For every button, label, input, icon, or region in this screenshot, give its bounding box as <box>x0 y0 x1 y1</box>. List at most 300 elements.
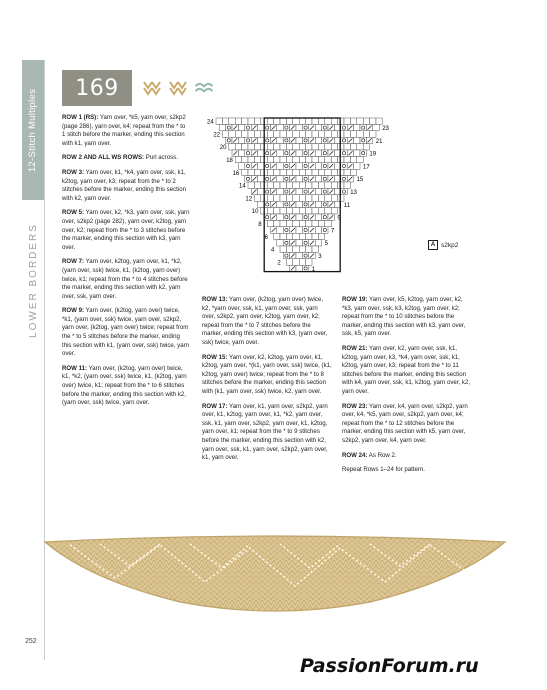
chart-cell <box>296 227 302 233</box>
chart-cell <box>325 118 331 124</box>
chart-cell <box>318 156 324 162</box>
chart-cell <box>331 169 337 175</box>
row-label: ROW 1 (RS): <box>62 114 99 121</box>
chart-cell <box>302 137 308 143</box>
pattern-number: 169 <box>62 70 132 106</box>
chart-cell <box>312 195 318 201</box>
chart-cell <box>267 169 273 175</box>
chart-cell <box>280 144 286 150</box>
chart-cell <box>315 124 321 130</box>
instruction-row <box>62 365 190 408</box>
chart-cell <box>360 137 366 143</box>
chart-cell <box>296 163 302 169</box>
chart-cell <box>286 195 292 201</box>
chart-cell <box>344 156 350 162</box>
chart-cell <box>302 188 308 194</box>
chart-cell <box>274 144 280 150</box>
chart-cell <box>267 118 273 124</box>
chart-cell <box>242 118 248 124</box>
chart-cell <box>280 233 286 239</box>
chart-row-label: 16 <box>232 170 240 177</box>
chart-row-label: 21 <box>375 138 383 145</box>
chart-cell <box>229 144 235 150</box>
chart-cell <box>280 169 286 175</box>
chart-cell <box>264 188 270 194</box>
row-text: Purl across. <box>145 154 178 162</box>
instruction-row <box>202 403 332 463</box>
chart-cell <box>238 150 244 156</box>
chart-cell <box>222 118 228 124</box>
chart-cell <box>229 131 235 137</box>
instruction-row <box>62 258 190 301</box>
chart-cell <box>277 201 283 207</box>
chart-cell <box>322 137 328 143</box>
chart-cell <box>258 188 264 194</box>
chart-row-label: 23 <box>382 126 389 132</box>
chart-cell <box>242 131 248 137</box>
chart-cell <box>312 156 318 162</box>
row-label: ROW 19: <box>342 296 368 303</box>
chart-cell <box>315 214 321 220</box>
chart-cell <box>318 144 324 150</box>
chart-cell <box>245 150 251 156</box>
chart-cell <box>354 124 360 130</box>
chart-cell <box>299 156 305 162</box>
chart-cell <box>235 131 241 137</box>
chart-cell <box>318 195 324 201</box>
chart-cell <box>363 118 369 124</box>
chart-cell <box>286 246 292 252</box>
chart-cell <box>306 144 312 150</box>
chart-cell <box>322 214 328 220</box>
chart-cell <box>264 163 270 169</box>
chart-cell <box>267 220 273 226</box>
chart-cell <box>258 137 264 143</box>
chart-cell <box>242 144 248 150</box>
chart-cell <box>293 233 299 239</box>
chart-cell <box>277 176 283 182</box>
chart-cell <box>277 150 283 156</box>
chart-cell <box>283 124 289 130</box>
chart-cell <box>267 131 273 137</box>
chart-cell <box>293 195 299 201</box>
chart-row-label: 24 <box>207 119 214 126</box>
chart-cell <box>283 214 289 220</box>
chart-cell <box>306 131 312 137</box>
chart-row-label: 12 <box>245 196 253 203</box>
chart-row-label: 13 <box>350 190 357 196</box>
chart-cell <box>254 182 260 188</box>
chart-cell <box>296 150 302 156</box>
instruction-row <box>62 114 190 148</box>
instruction-row <box>342 296 474 339</box>
legend-symbol: A <box>428 240 438 250</box>
chart-cell <box>296 214 302 220</box>
chart-cell <box>315 227 321 233</box>
chart-cell <box>370 118 376 124</box>
chart-cell <box>258 150 264 156</box>
chart-cell <box>325 208 331 214</box>
instruction-row <box>342 452 474 461</box>
chart-cell <box>245 137 251 143</box>
chart-cell <box>245 124 251 130</box>
chart-cell <box>248 118 254 124</box>
chart-cell <box>306 220 312 226</box>
chart-cell <box>267 156 273 162</box>
chart-cell <box>245 163 251 169</box>
instruction-row <box>202 296 332 348</box>
chart-cell <box>331 144 337 150</box>
chart-cell <box>299 131 305 137</box>
row-label: ROW 17: <box>202 402 228 410</box>
knitting-chart <box>202 116 462 278</box>
chart-cell <box>283 240 289 246</box>
chart-row-label: 3 <box>318 254 322 260</box>
chart-cell <box>350 144 356 150</box>
chart-cell <box>350 118 356 124</box>
chart-cell <box>280 131 286 137</box>
chart-cell <box>299 233 305 239</box>
skill-icon-3 <box>194 80 214 96</box>
instruction-row <box>202 354 332 397</box>
chart-cell <box>299 208 305 214</box>
chart-row-label: 9 <box>337 215 341 222</box>
chart-cell <box>299 195 305 201</box>
chart-cell <box>280 118 286 124</box>
chart-cell <box>296 201 302 207</box>
chart-cell <box>322 188 328 194</box>
skill-icon-2 <box>168 80 188 96</box>
chart-cell <box>277 163 283 169</box>
row-text: Yarn over, k5, k2tog, yarn over, k2, *k3, yarn over, ssk, k3, k2tog, yarn over, k2; repeat from the * to 10 stitches before the marker, ending this section with k3, yarn over, ssk, k5, yarn over. <box>342 296 466 338</box>
row-label: ROW 21: <box>342 344 368 352</box>
chart-cell <box>258 124 264 130</box>
row-label: ROW 9: <box>62 307 85 315</box>
chart-cell <box>286 208 292 214</box>
chart-cell <box>318 233 324 239</box>
chart-cell <box>322 227 328 233</box>
chart-cell <box>312 169 318 175</box>
chart-cell <box>222 131 228 137</box>
chart-row-label: 20 <box>219 145 227 152</box>
chart-cell <box>318 131 324 137</box>
chart-cell <box>264 214 270 220</box>
chart-cell <box>283 201 289 207</box>
chart-cell <box>354 163 360 169</box>
chart-cell <box>235 144 241 150</box>
chart-cell <box>274 195 280 201</box>
chart-cell <box>293 246 299 252</box>
chart-cell <box>302 124 308 130</box>
chart-cell <box>264 137 270 143</box>
chart-cell <box>299 144 305 150</box>
row-label: ROW 5: <box>62 209 85 217</box>
chart-cell <box>296 252 302 258</box>
row-text: Yarn over, (k2tog, yarn over) twice, k2, *yarn over, ssk, k1, yarn over, ssk, yarn over, s2kp2, yarn over, k2tog, yarn over, k2; repeat from the * to 7 stitches before the marker, ending this section with k3, (yarn over, ssk) twice, yarn over. <box>202 296 328 346</box>
sidebar-tab-text: 12-Stitch Multiples <box>27 88 39 172</box>
instruction-row <box>342 345 474 397</box>
row-label: ROW 15: <box>202 353 228 361</box>
chart-cell <box>325 195 331 201</box>
chart-row-label: 19 <box>369 151 377 158</box>
chart-row-label: 17 <box>363 164 370 171</box>
chart-cell <box>315 137 321 143</box>
skill-icon-1 <box>142 80 162 96</box>
chart-cell <box>354 150 360 156</box>
chart-cell <box>242 169 248 175</box>
chart-cell <box>274 182 280 188</box>
chart-cell <box>248 182 254 188</box>
chart-cell <box>293 169 299 175</box>
row-text: Yarn over, k2, k2tog, yarn over, k1, k2tog, yarn over, *(k1, yarn over, ssk) twice, (k1, k2tog, yarn over) twice; repeat from the * to 8 stitches before the marker, ending this section with (k1, yarn over, ssk) twice, k2, yarn over. <box>202 353 332 395</box>
chart-row-label: 6 <box>264 234 268 241</box>
chart-row-label: 15 <box>356 177 364 184</box>
instruction-row <box>62 307 190 359</box>
chart-cell <box>254 169 260 175</box>
chart-cell <box>248 156 254 162</box>
chart-cell <box>306 259 312 265</box>
chart-cell <box>315 240 321 246</box>
chart-cell <box>286 118 292 124</box>
row-text: Yarn over, k1, *k4, yarn over, ssk, k1, k2tog, yarn over, k3; repeat from the * to 2 stitches before the marker, ending this section with k2, yarn over. <box>62 168 186 202</box>
chart-cell <box>293 259 299 265</box>
chart-cell <box>302 176 308 182</box>
chart-cell <box>254 156 260 162</box>
chart-cell <box>312 246 318 252</box>
chart-cell <box>312 220 318 226</box>
chart-cell <box>325 220 331 226</box>
chart-cell <box>325 144 331 150</box>
chart-cell <box>331 131 337 137</box>
chart-cell <box>306 246 312 252</box>
chart-cell <box>280 156 286 162</box>
chart-cell <box>296 240 302 246</box>
chart-cell <box>267 195 273 201</box>
chart-cell <box>238 137 244 143</box>
chart-cell <box>283 137 289 143</box>
chart-cell <box>322 124 328 130</box>
chart-cell <box>331 195 337 201</box>
row-label: ROW 23: <box>342 402 368 410</box>
chart-cell <box>318 169 324 175</box>
chart-cell <box>302 265 308 271</box>
chart-cell <box>312 182 318 188</box>
chart-cell <box>293 220 299 226</box>
chart-cell <box>318 220 324 226</box>
chart-cell <box>341 163 347 169</box>
row-text: Repeat Rows 1–24 for pattern. <box>342 466 425 474</box>
chart-cell <box>293 208 299 214</box>
row-text: As Row 2. <box>368 451 397 459</box>
chart-cell <box>283 188 289 194</box>
chart-cell <box>264 150 270 156</box>
chart-cell <box>322 201 328 207</box>
chart-cell <box>325 156 331 162</box>
chart-cell <box>331 182 337 188</box>
chart-cell <box>267 144 273 150</box>
chart-cell <box>267 208 273 214</box>
chart-cell <box>226 124 232 130</box>
row-text: Yarn over, k1, yarn over, s2kp2, yarn over, k1, k2tog, yarn over, k1, *k2, yarn over, ssk, k1, yarn over, s2kp2, yarn over, k1, k2tog, yarn over, k1; repeat from the * to 9 stitches before the marker, ending this section with k2, yarn over, ssk, k1, yarn over, s2kp2, yarn over, k1, yarn over. <box>202 402 328 462</box>
chart-cell <box>235 118 241 124</box>
row-label: ROW 7: <box>62 258 85 266</box>
chart-cell <box>299 246 305 252</box>
chart-cell <box>293 131 299 137</box>
chart-cell <box>357 118 363 124</box>
chart-cell <box>363 131 369 137</box>
chart-cell <box>277 227 283 233</box>
page-number: 252 <box>25 638 37 645</box>
knitted-swatch-photo <box>40 520 510 620</box>
chart-cell <box>344 169 350 175</box>
chart-cell <box>280 195 286 201</box>
row-label: ROW 3: <box>62 168 85 176</box>
chart-cell <box>286 182 292 188</box>
chart-cell <box>293 182 299 188</box>
chart-cell <box>302 214 308 220</box>
row-label: ROW 2 AND ALL WS ROWS: <box>62 154 145 162</box>
chart-cell <box>322 163 328 169</box>
chart-cell <box>376 118 382 124</box>
chart-cell <box>344 182 350 188</box>
chart-cell <box>363 144 369 150</box>
chart-cell <box>296 124 302 130</box>
chart-cell <box>299 220 305 226</box>
chart-cell <box>238 124 244 130</box>
chart-cell <box>299 259 305 265</box>
chart-cell <box>350 169 356 175</box>
section-label: LOWER BORDERS <box>27 222 39 338</box>
chart-cell <box>283 163 289 169</box>
chart-cell <box>245 176 251 182</box>
instructions-col-2 <box>202 296 332 469</box>
row-text: Yarn over, (k2tog, yarn over) twice, k1, *k2, (yarn over, ssk) twice, k1, (k2tog, yarn over) twice, k1; repeat from the * to 6 stitches before the marker, ending this section with k2, (yarn over, ssk) twice, yarn over. <box>62 364 187 407</box>
chart-cell <box>277 124 283 130</box>
chart-cell <box>238 163 244 169</box>
chart-cell <box>357 144 363 150</box>
chart-cell <box>286 233 292 239</box>
chart-cell <box>306 208 312 214</box>
chart-row-label: 4 <box>271 247 275 254</box>
chart-cell <box>235 156 241 162</box>
chart-row-label: 14 <box>239 183 246 190</box>
chart-cell <box>325 169 331 175</box>
chart-cell <box>302 227 308 233</box>
chart-cell <box>312 208 318 214</box>
row-label: ROW 13: <box>202 296 228 303</box>
chart-cell <box>264 176 270 182</box>
chart-row-label: 18 <box>226 158 233 164</box>
chart-cell <box>312 131 318 137</box>
instructions-col-1 <box>62 114 190 414</box>
chart-row-label: 22 <box>213 132 221 139</box>
chart-cell <box>312 118 318 124</box>
row-label: ROW 11: <box>62 364 88 372</box>
chart-cell <box>226 137 232 143</box>
chart-cell <box>254 131 260 137</box>
chart-cell <box>277 188 283 194</box>
chart-legend <box>428 240 458 250</box>
chart-cell <box>280 246 286 252</box>
instructions-col-3 <box>342 296 474 481</box>
chart-row-label: 7 <box>331 228 335 235</box>
chart-cell <box>306 169 312 175</box>
chart-cell <box>341 124 347 130</box>
chart-row-label: 5 <box>324 241 328 248</box>
chart-cell <box>315 150 321 156</box>
chart-cell <box>299 169 305 175</box>
chart-cell <box>274 156 280 162</box>
row-text: Yarn over, (k2tog, yarn over) twice, *k1, (yarn over, ssk) twice, yarn over, s2kp2, yarn over, (k2tog, yarn over) twice; repeat from the * to 5 stitches before the marker, ending this section with k1, (yarn over, ssk) twice, yarn over. <box>62 307 189 358</box>
legend-label: s2kp2 <box>441 241 459 249</box>
chart-cell <box>293 144 299 150</box>
chart-cell <box>248 131 254 137</box>
chart-row-label: 8 <box>258 222 262 228</box>
chart-cell <box>216 118 222 124</box>
chart-cell <box>325 182 331 188</box>
chart-cell <box>370 131 376 137</box>
chart-cell <box>306 118 312 124</box>
row-text: Yarn over, k2tog, yarn over, k1, *k2, (yarn over, ssk) twice, k1, (k2tog, yarn over) twice, k1; repeat from the * to 4 stitches before the marker, ending this section with k2, yarn over, ssk, yarn over. <box>62 258 188 300</box>
chart-cell <box>350 156 356 162</box>
chart-cell <box>274 233 280 239</box>
chart-cell <box>354 137 360 143</box>
chart-cell <box>325 131 331 137</box>
chart-cell <box>296 265 302 271</box>
chart-cell <box>264 124 270 130</box>
chart-cell <box>267 182 273 188</box>
chart-cell <box>286 131 292 137</box>
chart-cell <box>254 195 260 201</box>
chart-cell <box>315 176 321 182</box>
chart-cell <box>341 150 347 156</box>
chart-cell <box>315 163 321 169</box>
chart-cell <box>306 156 312 162</box>
chart-cell <box>274 131 280 137</box>
row-text: Yarn over, k2, *k3, yarn over, ssk, yarn over, s2kp2 (page 282), yarn over, k2tog, yarn over, k2; repeat from the * to 3 stitches before the marker, ending this section with k3, yarn over. <box>62 209 190 251</box>
chart-cell <box>283 252 289 258</box>
chart-cell <box>315 188 321 194</box>
chart-cell <box>312 233 318 239</box>
chart-cell <box>312 144 318 150</box>
chart-cell <box>274 118 280 124</box>
chart-row-label: 10 <box>251 209 259 216</box>
chart-cell <box>283 150 289 156</box>
chart-cell <box>322 150 328 156</box>
chart-cell <box>258 201 264 207</box>
chart-cell <box>350 131 356 137</box>
chart-cell <box>219 124 225 130</box>
chart-cell <box>258 176 264 182</box>
chart-cell <box>315 201 321 207</box>
chart-cell <box>306 233 312 239</box>
chart-cell <box>318 208 324 214</box>
row-text: Yarn over, *k5, yarn over, s2kp2 (page 286), yarn over, k4; repeat from the * to 1 stitch before the marker, ending this section with k1, yarn over. <box>62 114 186 147</box>
chart-cell <box>248 169 254 175</box>
instruction-row <box>62 154 190 163</box>
chart-cell <box>242 156 248 162</box>
chart-cell <box>286 156 292 162</box>
chart-cell <box>254 118 260 124</box>
chart-cell <box>283 176 289 182</box>
skill-icons <box>142 80 214 100</box>
chart-cell <box>296 188 302 194</box>
chart-cell <box>283 227 289 233</box>
chart-cell <box>318 118 324 124</box>
chart-cell <box>277 240 283 246</box>
chart-cell <box>357 156 363 162</box>
chart-cell <box>357 131 363 137</box>
